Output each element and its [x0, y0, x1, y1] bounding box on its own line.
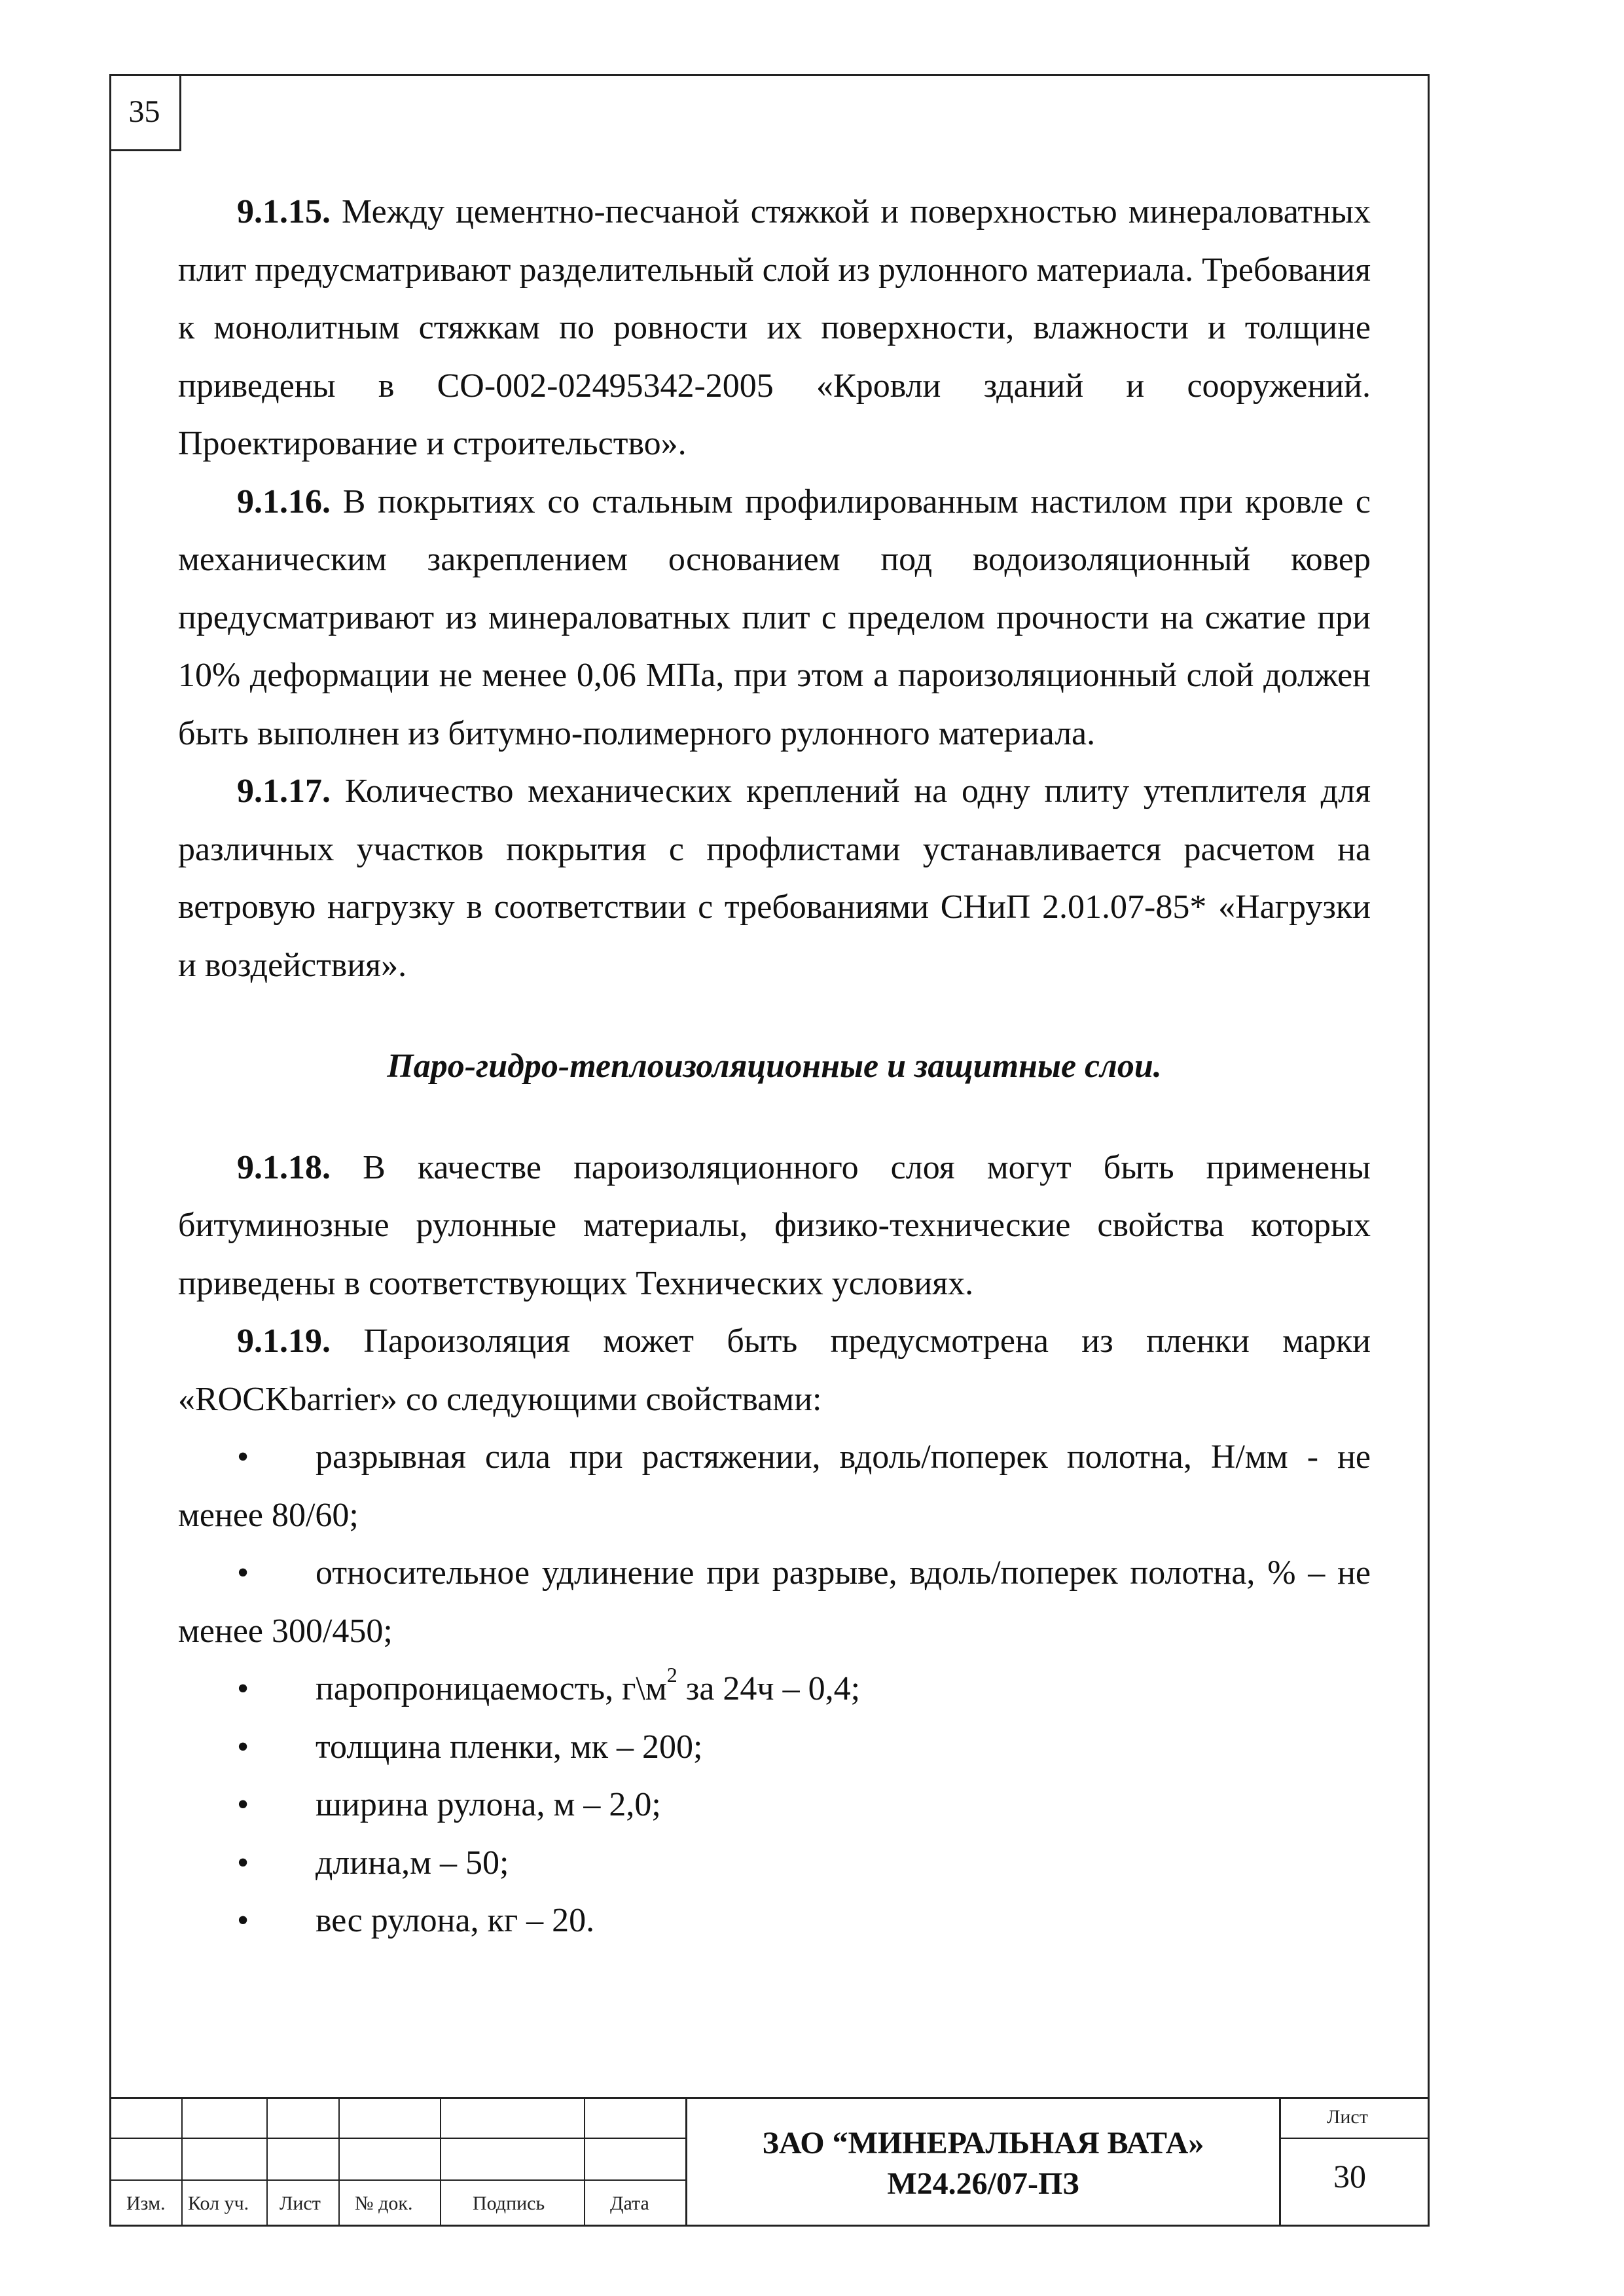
bullet-text: ширина рулона, м – 2,0; [316, 1786, 661, 1823]
bullet-item [178, 1776, 1371, 1834]
bullet-text: вес рулона, кг – 20. [316, 1902, 595, 1939]
col-kol-uch: Кол уч. [188, 2193, 249, 2214]
bullet-item [178, 1429, 1371, 1544]
bullet-item [178, 1544, 1371, 1660]
clause-text: В качестве пароизоляционного слоя могут быть применены битуминозные рулонные материалы, физико-технические свойства которых приведены в соответствующих Технических условиях. [178, 1148, 1371, 1302]
bullet-text: паропроницаемость, г\м [316, 1670, 667, 1707]
bullet-icon: • [237, 1728, 249, 1766]
paragraph-9-1-19 [178, 1313, 1371, 1429]
superscript: 2 [666, 1663, 677, 1686]
clause-number: 9.1.19. [237, 1322, 331, 1360]
clause-text: В покрытиях со стальным профилированным настилом при кровле с механическим закреплением основанием под водоизоляционный ковер предусматривают из минераловатных плит с пределом прочности на сжатие при 10% деформации не менее 0,06 МПа, при этом а пароизоляционный слой должен быть выполнен из битумно-полимерного рулонного материала. [178, 483, 1371, 752]
bullet-icon: • [237, 1786, 249, 1823]
paragraph-9-1-16 [178, 473, 1371, 763]
col-date: Дата [610, 2193, 649, 2214]
col-list: Лист [280, 2193, 321, 2214]
bullet-text: за 24ч – 0,4; [677, 1670, 861, 1707]
sheet-label: Лист [1327, 2106, 1368, 2128]
clause-number: 9.1.16. [237, 483, 331, 520]
company-name: ЗАО “МИНЕРАЛЬНАЯ ВАТА» [762, 2126, 1204, 2160]
paragraph-9-1-18 [178, 1139, 1371, 1313]
bullet-icon: • [237, 1554, 249, 1592]
bullet-icon: • [237, 1902, 249, 1939]
bullet-text: разрывная сила при растяжении, вдоль/поперек полотна, Н/мм - не менее 80/60; [178, 1438, 1371, 1534]
clause-number: 9.1.17. [237, 773, 331, 810]
col-signature: Подпись [473, 2193, 545, 2214]
clause-text: Между цементно-песчаной стяжкой и поверхностью минераловатных плит предусматривают разделительный слой из рулонного материала. Требования к монолитным стяжкам по ровности их поверхности, влажности и толщине приведены в СО-002-02495342-2005 «Кровли зданий и сооружений. Проектирование и строительство». [178, 193, 1371, 462]
document-code: М24.26/07-ПЗ [887, 2166, 1079, 2201]
sheet-number: 30 [1333, 2158, 1366, 2195]
section-heading: Паро-гидро-теплоизоляционные и защитные слои. [387, 1048, 1162, 1085]
page-number: 35 [109, 74, 181, 151]
clause-number: 9.1.15. [237, 193, 331, 230]
clause-text: Пароизоляция может быть предусмотрена из пленки марки «ROCKbarrier» со следующими свойствами: [178, 1322, 1371, 1418]
document-body [178, 183, 1371, 1950]
col-doc-number: № док. [355, 2193, 413, 2214]
bullet-item [178, 1719, 1371, 1777]
bullet-text: относительное удлинение при разрыве, вдоль/поперек полотна, % – не менее 300/450; [178, 1554, 1371, 1650]
bullet-text: длина,м – 50; [316, 1844, 509, 1882]
paragraph-9-1-17 [178, 763, 1371, 994]
bullet-icon: • [237, 1844, 249, 1882]
bullet-item [178, 1892, 1371, 1950]
company-name-block [692, 2123, 1274, 2204]
paragraph-9-1-15 [178, 183, 1371, 473]
bullet-icon: • [237, 1670, 249, 1707]
col-izm: Изм. [126, 2193, 166, 2214]
bullet-item [178, 1834, 1371, 1893]
title-block [109, 2097, 1430, 2227]
bullet-icon: • [237, 1438, 249, 1476]
bullet-text: толщина пленки, мк – 200; [316, 1728, 703, 1766]
clause-number: 9.1.18. [237, 1148, 331, 1186]
clause-text: Количество механических креплений на одну плиту утеплителя для различных участков покрытия с профлистами устанавливается расчетом на ветровую нагрузку в соответствии с требованиями СНиП 2.01.07-85* «Нагрузки и воздействия». [178, 773, 1371, 984]
bullet-item [178, 1660, 1371, 1719]
